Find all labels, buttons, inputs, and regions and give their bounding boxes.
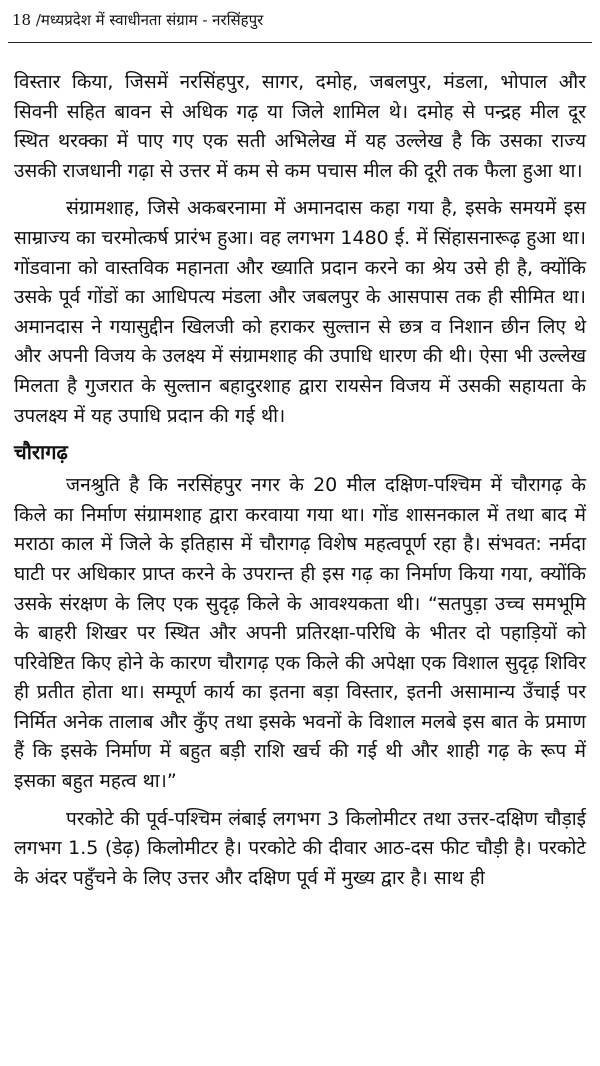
page-body xyxy=(14,68,586,893)
paragraph-4: परकोटे की पूर्व-पश्चिम लंबाई लगभग 3 किलोमीटर तथा उत्तर-दक्षिण चौड़ाई लगभग 1.5 (डेढ़) किलोमीटर है। परकोटे की दीवार आठ-दस फीट चौड़ी है। परकोटे के अंदर पहुँचने के लिए उत्तर और दक्षिण पूर्व में मुख्य द्वार है। साथ ही xyxy=(14,807,586,889)
paragraph-3: जनश्रुति है कि नरसिंहपुर नगर के 20 मील दक्षिण-पश्चिम में चौरागढ़ के किले का निर्माण संग्रामशाह द्वारा करवाया गया था। गोंड शासनकाल में तथा बाद में मराठा काल में जिले के इतिहास में चौरागढ़ विशेष महत्वपूर्ण रहा है। संभवत: नर्मदा घाटी पर अधिकार प्राप्त करने के उपरान्त ही इस गढ़ का निर्माण किया गया, क्योंकि उसके संरक्षण के लिए एक सुदृढ़ किले के आवश्यकता थी। “सतपुड़ा उच्च समभूमि के बाहरी शिखर पर स्थित और अपनी प्रतिरक्षा-परिधि के भीतर दो पहाड़ियों को परिवेष्टित किए होने के कारण चौरागढ़ एक किले की अपेक्षा एक विशाल सुदृढ़ शिविर ही प्रतीत होता था। सम्पूर्ण कार्य का इतना बड़ा विस्तार, इतनी असामान्य उँचाई पर निर्मित अनेक तालाब और कुँए तथा इसके भवनों के विशाल मलबे इस बात के प्रमाण हैं कि इसके निर्माण में बहुत बड़ी राशि खर्च की गई थी और शाही गढ़ के रूप में इसका बहुत महत्व था।” xyxy=(14,474,586,793)
paragraph-2: संग्रामशाह, जिसे अकबरनामा में अमानदास कहा गया है, इसके समयमें इस साम्राज्य का चरमोत्कर्ष प्रारंभ हुआ। वह लगभग 1480 ई. में सिंहासनारूढ़ हुआ था। गोंडवाना को वास्तविक महानता और ख्याति प्रदान करने का श्रेय उसे ही है, क्योंकि उसके पूर्व गोंडों का आधिपत्य मंडला और जबलपुर के आसपास तक ही सीमित था। अमानदास ने गयासुद्दीन खिलजी को हराकर सुल्तान से छत्र व निशान छीन लिए थे और अपनी विजय के उलक्ष्य में संग्रामशाह की उपाधि धारण की थी। ऐसा भी उल्लेख मिलता है गुजरात के सुल्तान बहादुरशाह द्वारा रायसेन विजय में उसकी सहायता के उपलक्ष्य में यह उपाधि प्रदान की गई थी। xyxy=(14,197,587,427)
header-divider xyxy=(8,42,592,43)
paragraph-1: विस्तार किया, जिसमें नरसिंहपुर, सागर, दमोह, जबलपुर, मंडला, भोपाल और सिवनी सहित बावन से अधिक गढ़ या जिले शामिल थे। दमोह से पन्द्रह मील दूर स्थित थरक्का में पाए गए एक सती अभिलेख में यह उल्लेख है कि उसका राज्य उसकी राजधानी गढ़ा से उत्तर में कम से कम पचास मील की दूरी तक फैला हुआ था। xyxy=(14,71,586,182)
section-heading: चौरागढ़ xyxy=(14,440,68,465)
running-header: 18 /मध्यप्रदेश में स्वाधीनता संग्राम - नरसिंहपुर xyxy=(12,11,264,29)
